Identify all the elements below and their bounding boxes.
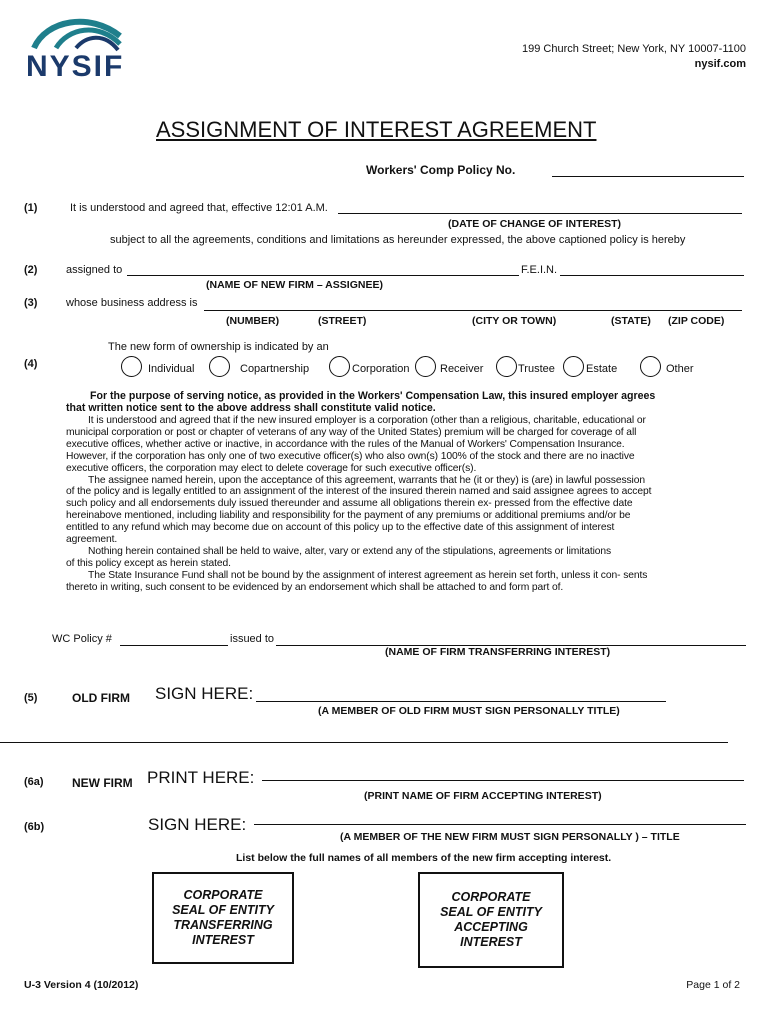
seal-box-accepting: [418, 872, 564, 968]
address-caption-number: (NUMBER): [226, 315, 280, 327]
seal-line: TRANSFERRING: [173, 918, 273, 932]
body-line: thereto in writing, such consent to be evidenced by an endorsement which shall be attached to and form part of.: [66, 581, 564, 593]
logo-arcs-icon: [28, 14, 128, 52]
old-firm-signature-field[interactable]: [256, 701, 666, 702]
header-address: 199 Church Street; New York, NY 10007-1100: [521, 43, 746, 55]
body-line: municipal corporation or post or chapter of veterans of any way of the United States) premium will be charged for coverage of all: [66, 426, 637, 438]
page-title: ASSIGNMENT OF INTEREST AGREEMENT: [156, 117, 597, 142]
notice-line: that written notice sent to the above address shall constitute valid notice.: [66, 402, 436, 414]
body-line: of this policy except as herein stated.: [66, 557, 231, 569]
option-label: Copartnership: [240, 363, 310, 375]
issued-to-label: issued to: [230, 633, 275, 645]
section-number: (6a): [24, 776, 44, 788]
seal-line: CORPORATE: [451, 890, 531, 904]
seal-box-transferring: [152, 872, 294, 964]
header-website[interactable]: nysif.com: [694, 58, 746, 70]
notice-line: For the purpose of serving notice, as provided in the Workers' Compensation Law, this insured employer agrees: [90, 390, 656, 402]
new-firm-print-field[interactable]: [262, 780, 744, 781]
radio-trustee[interactable]: [496, 356, 517, 377]
address-caption-zip: (ZIP CODE): [668, 315, 725, 327]
option-label: Trustee: [518, 363, 555, 375]
fein-field[interactable]: [560, 275, 744, 276]
old-firm-label: OLD FIRM: [72, 691, 130, 705]
new-firm-signature-field[interactable]: [254, 824, 746, 825]
body-line: However, if the corporation has only one of two executive officer(s) who also own(s) 100% of the stock and there are no inactive: [66, 450, 635, 462]
seal-line: CORPORATE: [183, 888, 263, 902]
nysif-logo: [26, 14, 156, 84]
date-caption: (DATE OF CHANGE OF INTEREST): [448, 218, 622, 230]
body-line: Nothing herein contained shall be held to waive, alter, vary or extend any of the stipulations, agreements or limitations: [88, 545, 612, 557]
option-label: Other: [666, 363, 694, 375]
address-caption-city: (CITY OR TOWN): [472, 315, 557, 327]
body-line: It is understood and agreed that if the new insured employer is a corporation (other than a religious, charitable, educational or: [88, 415, 646, 426]
body-line: agreement.: [66, 534, 118, 546]
subject-text: subject to all the agreements, conditions and limitations as hereunder expressed, the above captioned policy is hereby: [110, 234, 686, 246]
radio-other[interactable]: [640, 356, 661, 377]
seal-line: INTEREST: [460, 935, 522, 949]
logo-text: NYSIF: [26, 50, 125, 83]
option-label: Receiver: [440, 363, 484, 375]
fein-label: F.E.I.N.: [521, 264, 558, 276]
section-number: (5): [24, 692, 38, 704]
old-firm-sign-label: SIGN HERE:: [155, 684, 254, 703]
body-line: of the policy and is legally entitled to an assignment of the interest of the insured therein named and said assignee agrees to accept: [66, 486, 652, 498]
old-firm-caption: (A MEMBER OF OLD FIRM MUST SIGN PERSONALLY TITLE): [318, 705, 620, 717]
address-caption-state: (STATE): [611, 315, 651, 327]
body-line: entitled to any refund which may become due on account of this policy up to the effective date of this assignment of interest: [66, 522, 615, 534]
radio-corporation[interactable]: [329, 356, 350, 377]
radio-individual[interactable]: [121, 356, 142, 377]
assigned-to-label: assigned to: [66, 264, 123, 276]
body-text: [66, 415, 651, 594]
form-version: U-3 Version 4 (10/2012): [24, 979, 139, 991]
business-address-field[interactable]: [204, 310, 742, 311]
section-number: (4): [24, 358, 38, 370]
new-firm-label: NEW FIRM: [72, 776, 133, 790]
body-line: The assignee named herein, upon the acceptance of this agreement, warrants that he (it or they) is (are) in lawful possession: [88, 474, 645, 486]
new-firm-print-label: PRINT HERE:: [147, 768, 255, 787]
divider: [0, 742, 728, 743]
new-firm-sign-label: SIGN HERE:: [148, 815, 247, 834]
section-number: (6b): [24, 821, 45, 833]
section-number: (3): [24, 297, 38, 309]
address-label: whose business address is: [66, 297, 198, 309]
new-firm-sign-caption: (A MEMBER OF THE NEW FIRM MUST SIGN PERSONALLY ) – TITLE: [340, 831, 680, 843]
wc-policy-label: WC Policy #: [52, 633, 112, 645]
body-line: executive offices, whether active or inactive, in accordance with the rules of the Manual of Workers' Compensation Insurance.: [66, 438, 625, 450]
policy-label: Workers' Comp Policy No.: [366, 163, 516, 177]
seal-line: SEAL OF ENTITY: [172, 903, 274, 917]
seal-line: ACCEPTING: [454, 920, 528, 934]
effective-text: It is understood and agreed that, effective 12:01 A.M.: [70, 202, 328, 214]
members-list-note: List below the full names of all members of the new firm accepting interest.: [236, 852, 612, 864]
assignee-name-field[interactable]: [127, 275, 519, 276]
address-caption-street: (STREET): [318, 315, 367, 327]
page-number: Page 1 of 2: [686, 979, 740, 991]
body-line: hereinabove mentioned, including liability and responsibility for the payment of any premiums or additional premiums and/or be: [66, 510, 631, 522]
section-number: (2): [24, 264, 38, 276]
section-number: (1): [24, 202, 38, 214]
ownership-intro: The new form of ownership is indicated by an: [108, 341, 329, 353]
wc-policy-field[interactable]: [120, 645, 228, 646]
assignee-caption: (NAME OF NEW FIRM – ASSIGNEE): [206, 279, 383, 291]
effective-date-field[interactable]: [338, 213, 742, 214]
transferring-caption: (NAME OF FIRM TRANSFERRING INTEREST): [385, 646, 611, 658]
radio-estate[interactable]: [563, 356, 584, 377]
seal-line: INTEREST: [192, 933, 254, 947]
body-line: such policy and all endorsements duly issued thereunder and assume all obligations therein ex- pressed from the effective date: [66, 498, 633, 510]
option-label: Corporation: [352, 363, 410, 375]
new-firm-print-caption: (PRINT NAME OF FIRM ACCEPTING INTEREST): [364, 790, 602, 802]
policy-number-field[interactable]: [552, 176, 744, 177]
radio-copartnership[interactable]: [209, 356, 230, 377]
body-line: executive officers, the corporation may elect to delete coverage for such executive officer(s).: [66, 462, 477, 474]
seal-line: SEAL OF ENTITY: [440, 905, 542, 919]
body-line: The State Insurance Fund shall not be bound by the assignment of interest agreement as herein set forth, unless it con- sents: [88, 569, 648, 581]
option-label: Estate: [586, 363, 618, 375]
radio-receiver[interactable]: [415, 356, 436, 377]
option-label: Individual: [148, 363, 195, 375]
